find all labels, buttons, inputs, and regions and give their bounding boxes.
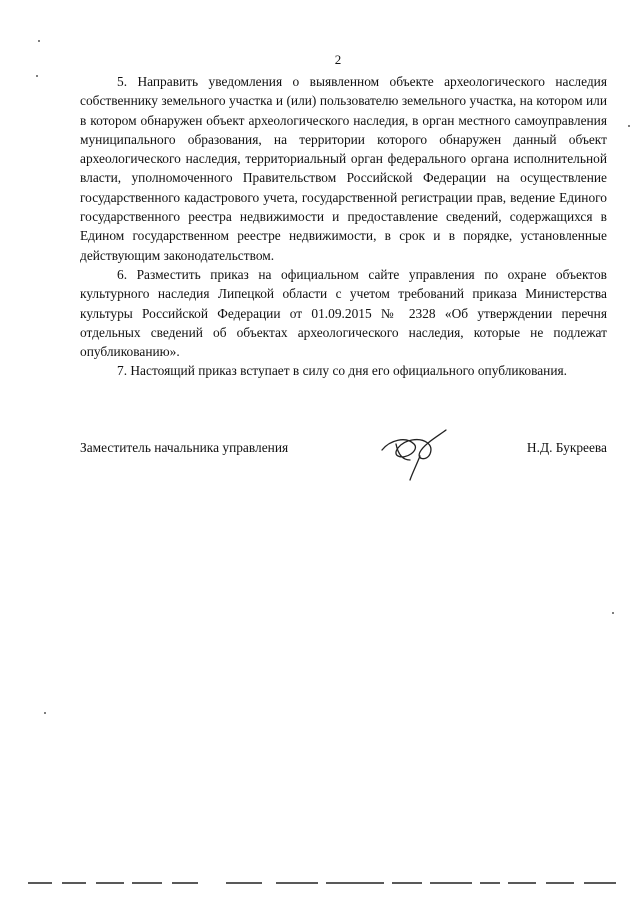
- signer-title: Заместитель начальника управления: [80, 440, 289, 455]
- signature-block: [80, 440, 607, 500]
- bottom-dashed-edge: [0, 880, 640, 886]
- signer-name: Н.Д. Букреева: [526, 440, 607, 455]
- paragraph-5: 5. Направить уведомления о выявленном объекте археологического наследия собственнику земельного участка и (или) пользователю земельного участка, на котором или в котором обнаружен объект археологического наследия, в орган местного самоуправления муниципального образования, на территории которого обнаружен данный объект археологического наследия, территориальный орган федерального органа исполнительной власти, уполномоченного Правительством Российской Федерации на осуществление государственного кадастрового учета, государственной регистрации прав, ведение Единого государственного реестра недвижимости и предоставление сведений, содержащихся в Едином государственном реестре недвижимости, в срок и в порядке, установленные действующим законодательством.: [80, 74, 607, 263]
- handwritten-signature: [376, 426, 456, 482]
- page-number: 2: [334, 52, 342, 67]
- scan-speck: [44, 712, 46, 714]
- scan-speck: [38, 40, 40, 42]
- document-body: [80, 72, 607, 381]
- scan-speck: [36, 75, 38, 77]
- scan-speck: [628, 125, 630, 127]
- paragraph-7: 7. Настоящий приказ вступает в силу со дня его официального опубликования.: [117, 363, 567, 379]
- paragraph-6: 6. Разместить приказ на официальном сайте управления по охране объектов культурного наследия Липецкой области с учетом требований приказа Министерства культуры Российской Федерации от 01.09.2015 № 2328 «Об утверждении перечня отдельных сведений об объектах археологического наследия, которые не подлежат опубликованию».: [80, 266, 607, 360]
- scan-speck: [612, 612, 614, 614]
